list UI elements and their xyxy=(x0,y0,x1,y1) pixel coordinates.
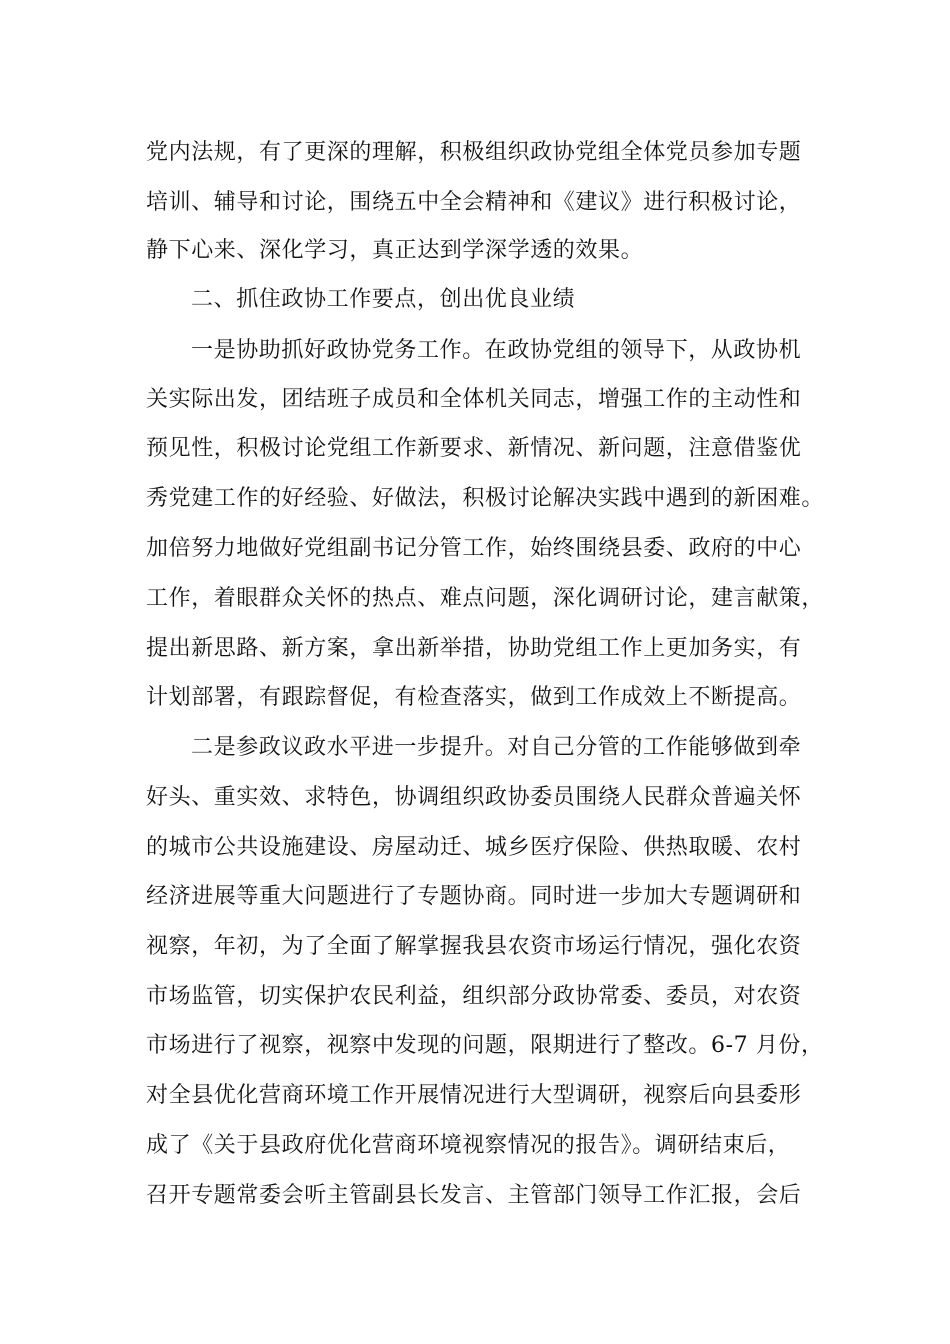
text-line: 加倍努力地做好党组副书记分管工作，始终围绕县委、政府的中心 xyxy=(146,536,802,561)
section-heading: 二、抓住政协工作要点，创出优良业绩 xyxy=(191,287,576,312)
text-line: 关实际出发，团结班子成员和全体机关同志，增强工作的主动性和 xyxy=(146,387,802,412)
text-line: 秀党建工作的好经验、好做法，积极讨论解决实践中遇到的新困难。 xyxy=(146,486,825,511)
text-line: 静下心来、深化学习，真正达到学深学透的效果。 xyxy=(146,238,644,263)
text-line: 市场监管，切实保护农民利益，组织部分政协常委、委员，对农资 xyxy=(146,984,802,1009)
text-line: 党内法规，有了更深的理解，积极组织政协党组全体党员参加专题 xyxy=(146,140,802,165)
text-line: 工作，着眼群众关怀的热点、难点问题，深化调研讨论，建言献策， xyxy=(146,586,825,611)
text-line: 计划部署，有跟踪督促，有检查落实，做到工作成效上不断提高。 xyxy=(146,685,802,710)
text-line: 视察，年初，为了全面了解掌握我县农资市场运行情况，强化农资 xyxy=(146,934,802,959)
text-line: 市场进行了视察，视察中发现的问题，限期进行了整改。6-7 月份， xyxy=(146,1033,824,1058)
text-line: 培训、辅导和讨论，围绕五中全会精神和《建议》进行积极讨论， xyxy=(146,190,802,215)
text-line: 预见性，积极讨论党组工作新要求、新情况、新问题，注意借鉴优 xyxy=(146,436,802,461)
text-line: 经济进展等重大问题进行了专题协商。同时进一步加大专题调研和 xyxy=(146,884,802,909)
text-line: 二是参政议政水平进一步提升。对自己分管的工作能够做到牵 xyxy=(191,735,802,760)
text-line: 对全县优化营商环境工作开展情况进行大型调研，视察后向县委形 xyxy=(146,1083,802,1108)
text-line: 提出新思路、新方案，拿出新举措，协助党组工作上更加务实，有 xyxy=(146,636,802,661)
text-line: 一是协助抓好政协党务工作。在政协党组的领导下，从政协机 xyxy=(191,338,802,363)
text-line: 成了《关于县政府优化营商环境视察情况的报告》。调研结束后， xyxy=(146,1133,791,1158)
text-line: 好头、重实效、求特色，协调组织政协委员围绕人民群众普遍关怀 xyxy=(146,785,802,810)
text-line: 的城市公共设施建设、房屋动迁、城乡医疗保险、供热取暖、农村 xyxy=(146,835,802,860)
text-line: 召开专题常委会听主管副县长发言、主管部门领导工作汇报，会后 xyxy=(146,1183,802,1208)
